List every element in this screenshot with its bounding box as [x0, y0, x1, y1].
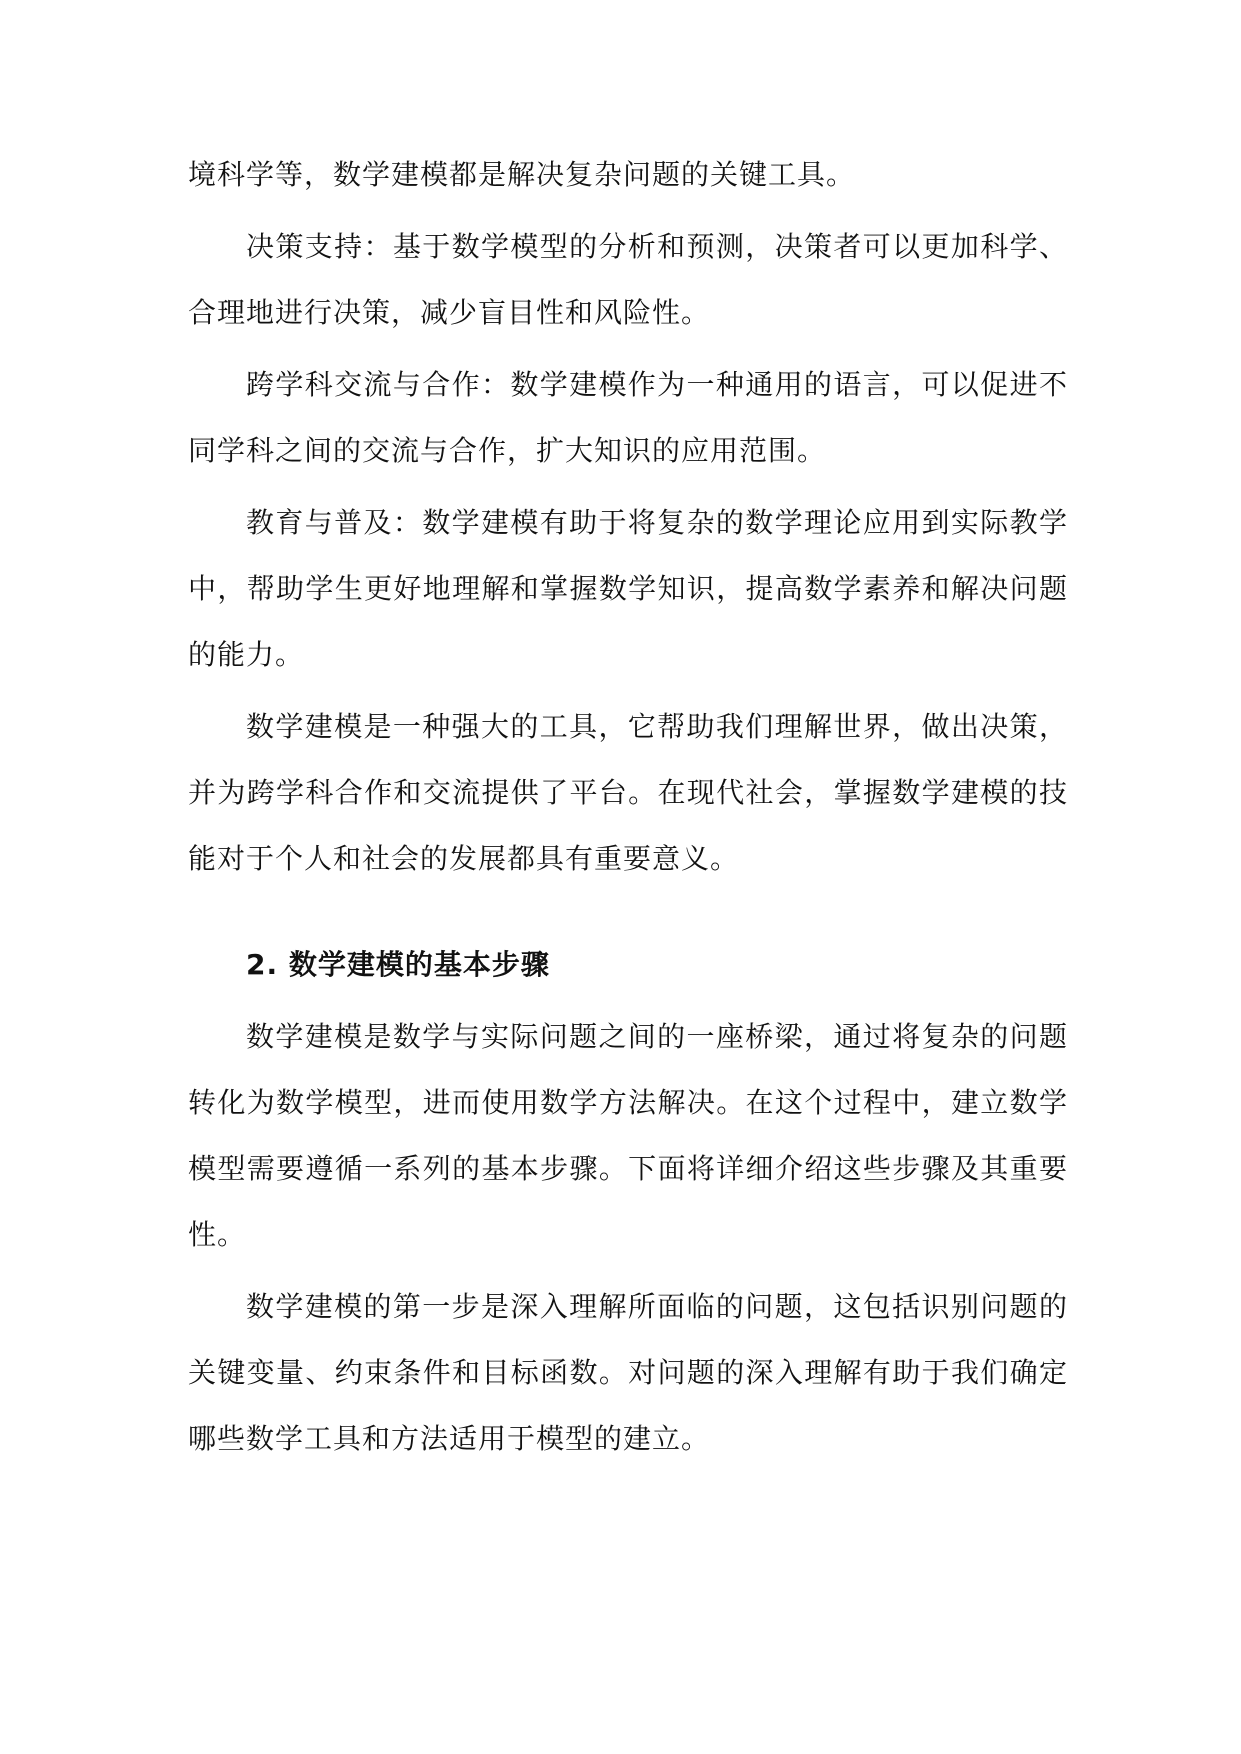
- paragraph-bridge: 数学建模是数学与实际问题之间的一座桥梁，通过将复杂的问题转化为数学模型，进而使用数学方法解决。在这个过程中，建立数学模型需要遵循一系列的基本步骤。下面将详细介绍这些步骤及其重要性。: [188, 1020, 1068, 1251]
- section-heading: 2. 数学建模的基本步骤: [246, 948, 550, 981]
- document-body: [188, 142, 1068, 1472]
- paragraph-education: 教育与普及：数学建模有助于将复杂的数学理论应用到实际教学中，帮助学生更好地理解和掌握数学知识，提高数学素养和解决问题的能力。: [188, 506, 1068, 671]
- paragraph-summary: 数学建模是一种强大的工具，它帮助我们理解世界，做出决策，并为跨学科合作和交流提供了平台。在现代社会，掌握数学建模的技能对于个人和社会的发展都具有重要意义。: [188, 710, 1068, 875]
- paragraph-interdisciplinary: 跨学科交流与合作：数学建模作为一种通用的语言，可以促进不同学科之间的交流与合作，扩大知识的应用范围。: [188, 368, 1068, 467]
- paragraph-first-step: 数学建模的第一步是深入理解所面临的问题，这包括识别问题的关键变量、约束条件和目标函数。对问题的深入理解有助于我们确定哪些数学工具和方法适用于模型的建立。: [188, 1290, 1068, 1455]
- paragraph-decision-support: 决策支持：基于数学模型的分析和预测，决策者可以更加科学、合理地进行决策，减少盲目性和风险性。: [188, 230, 1068, 329]
- paragraph-continuation: 境科学等，数学建模都是解决复杂问题的关键工具。: [188, 158, 856, 191]
